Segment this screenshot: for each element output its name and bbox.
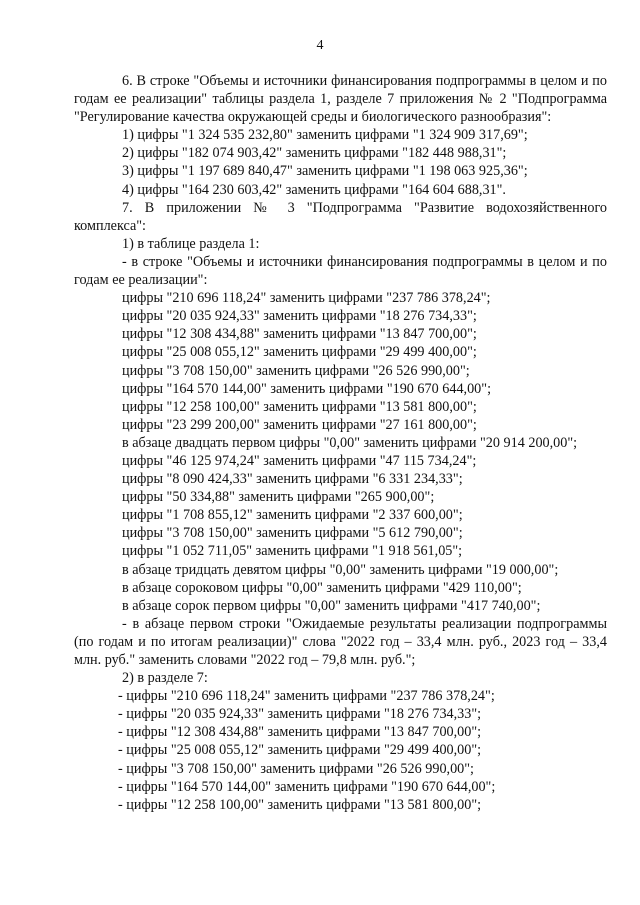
text-line: цифры "8 090 424,33" заменить цифрами "6 331 234,33"; <box>122 471 463 488</box>
paragraph: 7. В приложении № 3 "Подпрограмма "Развитие водохозяйственного комплекса": <box>74 199 607 234</box>
page-number: 4 <box>316 38 324 53</box>
text-line: цифры "3 708 150,00" заменить цифрами "5 612 790,00"; <box>122 525 463 542</box>
text-line: цифры "25 008 055,12" заменить цифрами "29 499 400,00"; <box>122 344 477 361</box>
text-line: цифры "20 035 924,33" заменить цифрами "18 276 734,33"; <box>122 308 477 325</box>
text-line: цифры "50 334,88" заменить цифрами "265 900,00"; <box>122 489 435 506</box>
text-line: в абзаце сорок первом цифры "0,00" заменить цифрами "417 740,00"; <box>122 597 541 614</box>
list-item: - цифры "20 035 924,33" заменить цифрами "18 276 734,33"; <box>118 706 482 723</box>
list-item: - цифры "12 258 100,00" заменить цифрами "13 581 800,00"; <box>118 796 482 813</box>
text-line: цифры "210 696 118,24" заменить цифрами "237 786 378,24"; <box>122 290 491 307</box>
paragraph: - в строке "Объемы и источники финансирования подпрограммы в целом и по годам ее реализации": <box>74 253 607 289</box>
text-line: цифры "23 299 200,00" заменить цифрами "27 161 800,00"; <box>122 416 477 433</box>
text-line: цифры "12 258 100,00" заменить цифрами "13 581 800,00"; <box>122 398 477 415</box>
document-body <box>74 72 607 814</box>
list-item: - цифры "210 696 118,24" заменить цифрами "237 786 378,24"; <box>118 688 495 705</box>
paragraph: - в абзаце первом строки "Ожидаемые результаты реализации подпрограммы (по годам и по итогам реализации)" слова "2022 год – 33,4 млн. руб., 2023 год – 33,4 млн. руб." заменить словами "2022 год – 79,8 млн. руб."; <box>74 615 607 668</box>
list-item: - цифры "3 708 150,00" заменить цифрами "26 526 990,00"; <box>118 760 475 777</box>
text-line: цифры "3 708 150,00" заменить цифрами "26 526 990,00"; <box>122 362 470 379</box>
text-line: цифры "46 125 974,24" заменить цифрами "47 115 734,24"; <box>122 452 477 469</box>
text-line: в абзаце тридцать девятом цифры "0,00" заменить цифрами "19 000,00"; <box>122 561 559 578</box>
text-line: 2) цифры "182 074 903,42" заменить цифрами "182 448 988,31"; <box>122 145 507 162</box>
paragraph: в абзаце двадцать первом цифры "0,00" заменить цифрами "20 914 200,00"; <box>122 434 578 451</box>
text-line: цифры "164 570 144,00" заменить цифрами "190 670 644,00"; <box>122 380 492 397</box>
text-line: 2) в разделе 7: <box>122 670 208 687</box>
text-line: 3) цифры "1 197 689 840,47" заменить цифрами "1 198 063 925,36"; <box>122 163 528 180</box>
list-item: - цифры "25 008 055,12" заменить цифрами "29 499 400,00"; <box>118 742 482 759</box>
paragraph: 6. В строке "Объемы и источники финансирования подпрограммы в целом и по годам ее реализации" таблицы раздела 1, разделе 7 приложения № 2 "Подпрограмма "Регулирование качества окружающей среды и биологического разнообразия": <box>74 73 607 126</box>
text-line: 1) в таблице раздела 1: <box>122 235 260 252</box>
text-line: 4) цифры "164 230 603,42" заменить цифрами "164 604 688,31". <box>122 181 506 198</box>
text-line: цифры "1 708 855,12" заменить цифрами "2 337 600,00"; <box>122 507 463 524</box>
text-line: 1) цифры "1 324 535 232,80" заменить цифрами "1 324 909 317,69"; <box>122 127 528 144</box>
list-item: - цифры "12 308 434,88" заменить цифрами "13 847 700,00"; <box>118 724 482 741</box>
text-line: цифры "1 052 711,05" заменить цифрами "1 918 561,05"; <box>122 543 463 560</box>
text-line: в абзаце сороковом цифры "0,00" заменить цифрами "429 110,00"; <box>122 579 522 596</box>
text-line: цифры "12 308 434,88" заменить цифрами "13 847 700,00"; <box>122 326 477 343</box>
list-item: - цифры "164 570 144,00" заменить цифрами "190 670 644,00"; <box>118 778 496 795</box>
